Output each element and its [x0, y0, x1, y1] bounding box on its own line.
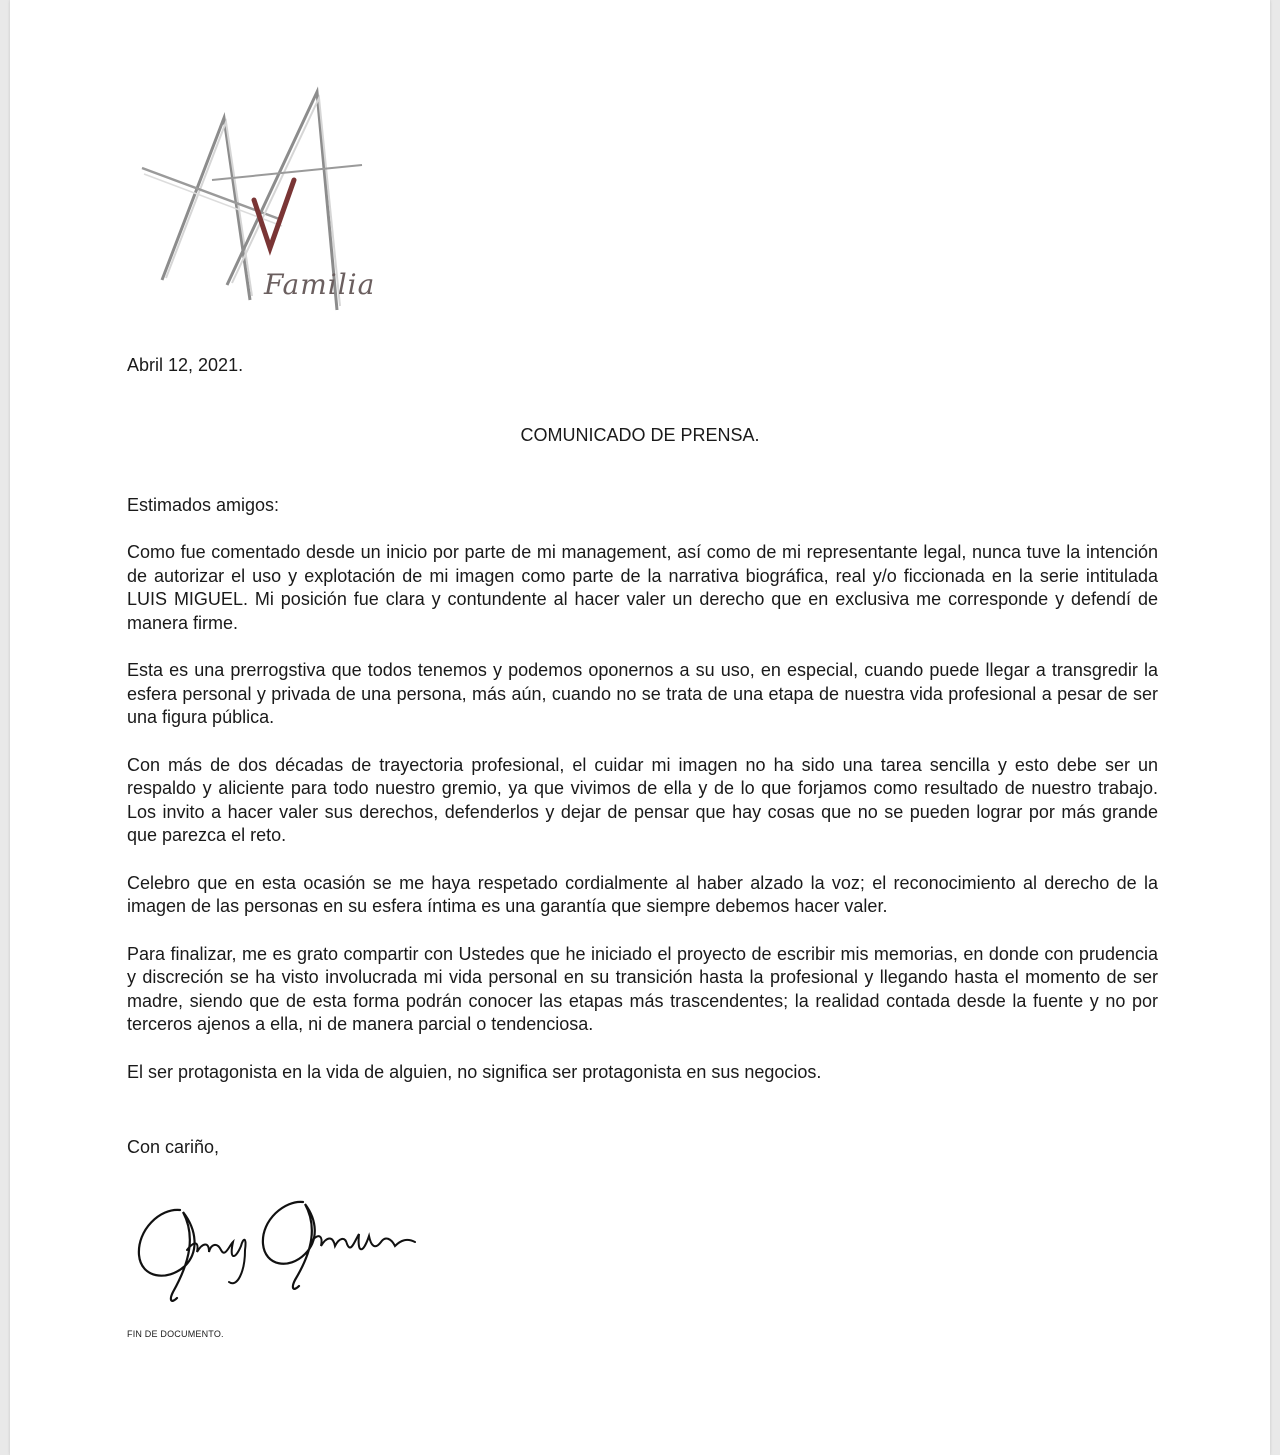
letter-date: Abril 12, 2021.: [127, 355, 244, 375]
logo-brand-text: Familia: [264, 268, 376, 301]
letter-page: [10, 0, 1270, 1455]
handwritten-signature: [125, 1180, 425, 1305]
paragraph-4: Celebro que en esta ocasión se me haya respetado cordialmente al haber alzado la voz; el reconocimiento al derecho de la imagen de las personas en su esfera íntima es una garantía que siempre debemos hacer valer.: [127, 872, 1158, 916]
signature-graphic: [125, 1180, 425, 1305]
paragraph-2: Esta es una prerrogstiva que todos tenemos y podemos oponernos a su uso, en especial, cuando puede llegar a transgredir la esfera personal y privada de una persona, más aún, cuando no se trata de una etapa de nuestra vida profesional a pesar de ser una figura pública.: [127, 660, 1158, 727]
end-of-document-marker: FIN DE DOCUMENTO.: [127, 1329, 224, 1339]
paragraph-5: Para finalizar, me es grato compartir con Ustedes que he iniciado el proyecto de escribir mis memorias, en donde con prudencia y discreción se ha visto involucrada mi vida personal en su transición hasta la profesional y llegando hasta el momento de ser madre, siendo que de esta forma podrán conocer las etapas más trascendentes; la realidad contada desde la fuente y no por terceros ajenos a ella, ni de manera parcial o tendenciosa.: [127, 943, 1158, 1034]
letter-title: COMUNICADO DE PRENSA.: [520, 425, 760, 445]
paragraph-6: El ser protagonista en la vida de alguien, no significa ser protagonista en sus negocios.: [127, 1061, 822, 1082]
letter-greeting: Estimados amigos:: [127, 495, 280, 515]
brand-logo: [132, 70, 397, 335]
paragraph-1: Como fue comentado desde un inicio por parte de mi management, así como de mi representante legal, nunca tuve la intención de autorizar el uso y explotación de mi imagen como parte de la narrativa biográfica, real y/o ficcionada en la serie intitulada LUIS MIGUEL. Mi posición fue clara y contundente al hacer valer un derecho que en exclusiva me corresponde y defendí de manera firme.: [127, 542, 1158, 633]
letter-closing: Con cariño,: [127, 1137, 220, 1157]
letter-body: [127, 541, 1158, 1108]
paragraph-3: Con más de dos décadas de trayectoria profesional, el cuidar mi imagen no ha sido una tarea sencilla y esto debe ser un respaldo y aliciente para todo nuestro gremio, ya que vivimos de ella y de lo que forjamos como resultado de nuestro trabajo. Los invito a hacer valer sus derechos, defenderlos y dejar de pensar que hay cosas que no se pueden lograr por más grande que parezca el reto.: [127, 754, 1158, 845]
